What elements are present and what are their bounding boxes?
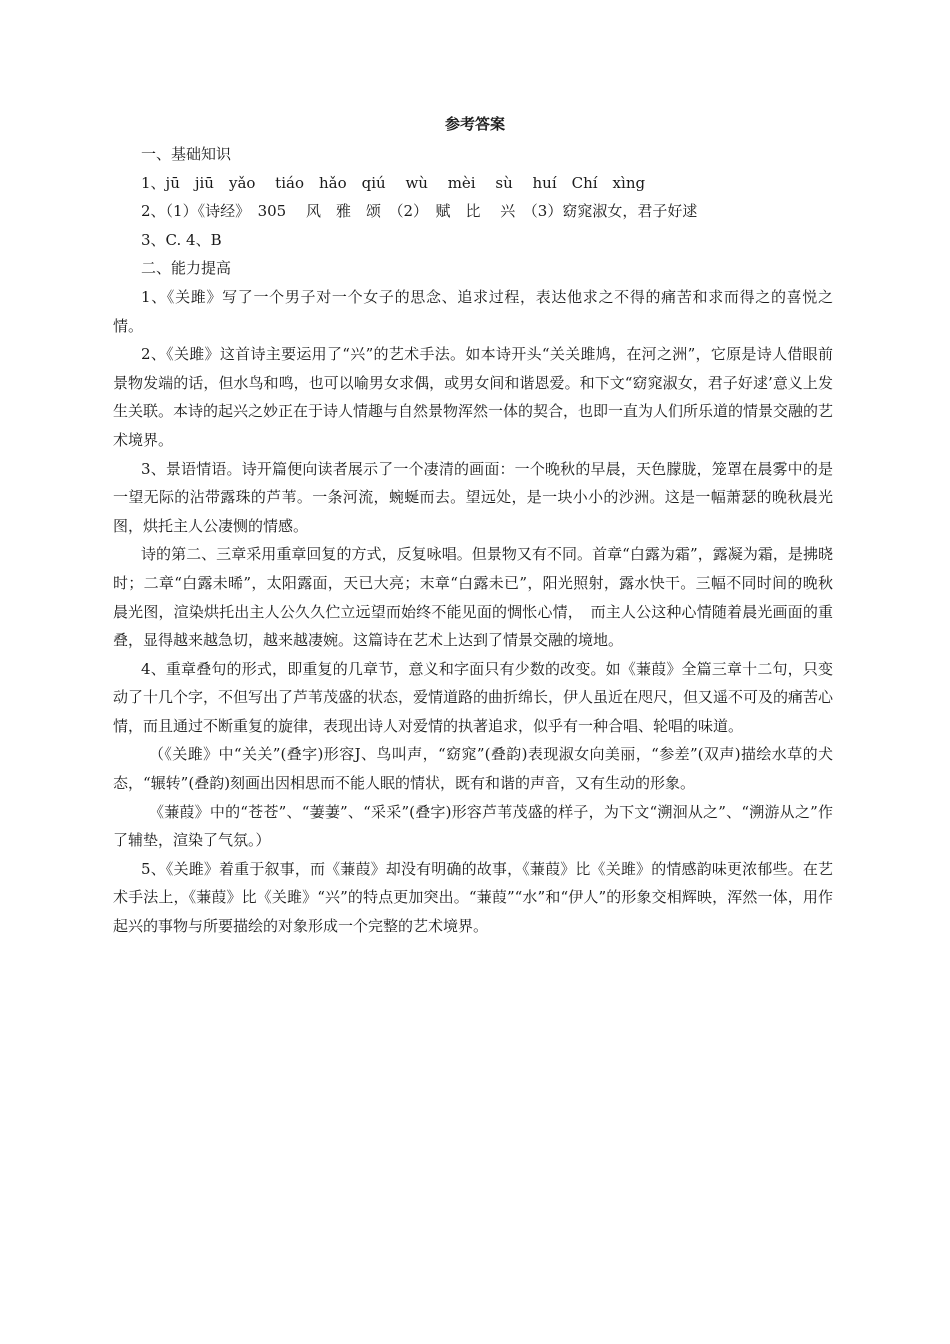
answer-paragraph: 1、《关雎》写了一个男子对一个女子的思念、追求过程，表达他求之不得的痛苦和求而得之的喜悦之情。	[113, 287, 833, 335]
page-title: 参考答案	[444, 115, 505, 133]
section1-item: 3、C. 4、B	[141, 230, 222, 249]
answer-paragraph: 《蒹葭》中的“苍苍”、“萋萋”、“采采”(叠字)形容芦苇茂盛的样子，为下文“溯洄从之”、“溯游从之”作了辅垫，渲染了气氛。）	[113, 802, 833, 850]
section1-heading: 一、基础知识	[141, 145, 232, 163]
answer-paragraph: 2、《关雎》这首诗主要运用了“兴”的艺术手法。如本诗开头“关关雎鸠，在河之洲”，它原是诗人借眼前景物发端的话，但水鸟和鸣，也可以喻男女求偶，或男女间和谐恩爱。和下文“窈窕淑女，君子好逑’意义上发生关联。本诗的起兴之妙正在于诗人情趣与自然景物浑然一体的契合，也即一直为人们所乐道的情景交融的艺术境界。	[113, 345, 834, 449]
answer-paragraph: 4、重章叠句的形式，即重复的几章节，意义和字面只有少数的改变。如《蒹葭》全篇三章十二句，只变动了十几个字，不但写出了芦苇茂盛的状态，爱情道路的曲折绵长，伊人虽近在咫尺，但又遥不可及的痛苦心情，而且通过不断重复的旋律，表现出诗人对爱情的执著追求，似乎有一种合唱、轮唱的味道。	[113, 659, 834, 735]
section1-item: 1、jū jiū yǎo tiáo hǎo qiú wù mèi sù huí Chí xìng	[141, 173, 646, 192]
section2-heading: 二、能力提高	[141, 259, 232, 278]
answer-paragraph: 5、《关雎》着重于叙事，而《蒹葭》却没有明确的故事，《蒹葭》比《关雎》的情感韵味更浓郁些。在艺术手法上，《蒹葭》比《关雎》“兴”的特点更加突出。“蒹葭”“水”和“伊人”的形象交相辉映，浑然一体，用作起兴的事物与所要描绘的对象形成一个完整的艺术境界。	[113, 859, 833, 936]
answer-paragraph: 诗的第二、三章采用重章回复的方式，反复咏唱。但景物又有不同。首章“白露为霜”，露凝为霜，是拂晓时；二章“白露未晞”，太阳露面，天已大亮；末章“白露未已”，阳光照射，露水快干。三幅不同时间的晚秋晨光图，渲染烘托出主人公久久伫立远望而始终不能见面的惆怅心情， 而主人公这种心情随着晨光画面的重叠，显得越来越急切，越来越凄婉。这篇诗在艺术上达到了情景交融的境地。	[113, 545, 833, 650]
section1-item: 2、（1）《诗经》 305 风 雅 颂 （2） 赋 比 兴 （3）窈窕淑女，君子好逑	[141, 202, 698, 221]
answer-paragraph: 3、景语情语。诗开篇便向读者展示了一个凄清的画面：一个晚秋的早晨，天色朦胧，笼罩在晨雾中的是一望无际的沾带露珠的芦苇。一条河流，蜿蜒而去。望远处，是一块小小的沙洲。这是一幅萧瑟的晚秋晨光图，烘托主人公凄恻的情感。	[113, 459, 833, 535]
answer-paragraph: （《关雎》中“关关”(叠字)形容J、鸟叫声，“窈窕”(叠韵)表现淑女向美丽，“参差”(双声)描绘水草的犬态，“辗转”(叠韵)刻画出因相思而不能人眠的情状，既有和谐的声音，又有生动的形象。	[113, 745, 833, 793]
document-body	[113, 140, 833, 941]
